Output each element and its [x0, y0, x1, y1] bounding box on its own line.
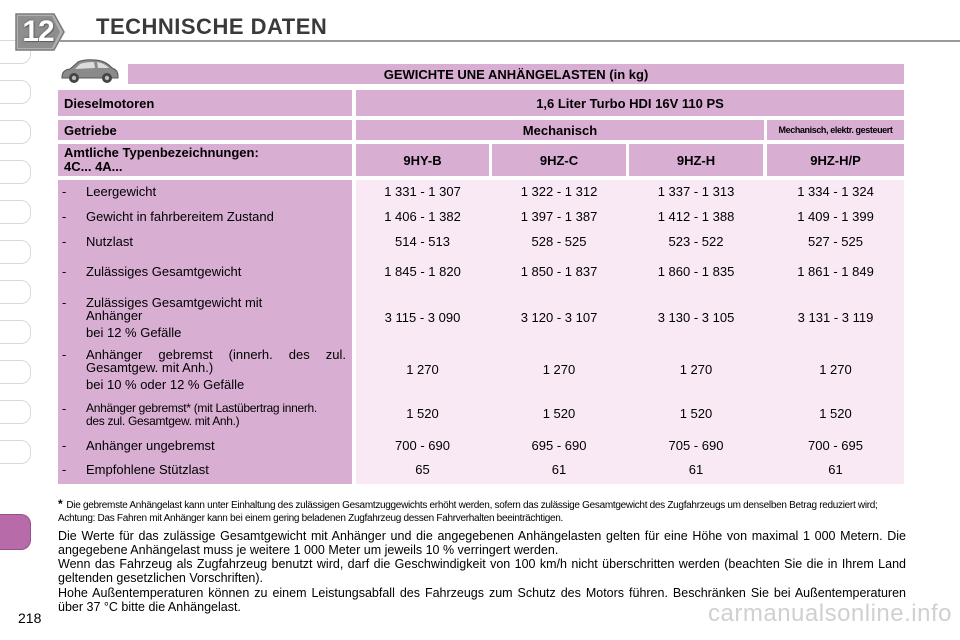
- section-title: GEWICHTE UNE ANHÄNGELASTEN (in kg): [128, 64, 904, 84]
- page-title: TECHNISCHE DATEN: [96, 14, 328, 39]
- gearbox-label: Getriebe: [58, 120, 352, 140]
- table-cell: 61: [551, 462, 567, 477]
- type-column-header: 9HY-B: [356, 144, 489, 176]
- table-cell: 1 337 - 1 313: [657, 184, 735, 199]
- engine-value: 1,6 Liter Turbo HDI 16V 110 PS: [356, 90, 904, 116]
- body-paragraph: Die Werte für das zulässige Gesamtgewicht mit Anhänger und die angegebenen Anhängelasten gelten für eine Höhe von maximal 1 000 Metern. Die angegebene Anhängelast muss je weitere 1 000 Meter um jeweils 10 % verringert werden.: [58, 529, 906, 557]
- table-cell: 1 861 - 1 849: [797, 264, 874, 279]
- chapter-number: 12: [22, 15, 54, 48]
- chapter-tab[interactable]: [0, 280, 31, 304]
- table-cell: 65: [415, 462, 430, 477]
- table-cell: 1 270: [679, 362, 713, 377]
- table-row-label: - Empfohlene Stützlast: [62, 462, 209, 477]
- chapter-tab[interactable]: [0, 440, 31, 464]
- table-cell: 527 - 525: [808, 234, 863, 249]
- type-label: [58, 144, 352, 176]
- body-paragraph: Wenn das Fahrzeug als Zugfahrzeug benutzt wird, darf die Geschwindigkeit von 100 km/h nicht überschritten werden (beachten Sie die in Ihrem Land geltenden gesetzlichen Vorschriften).: [58, 557, 906, 585]
- chapter-tab[interactable]: [0, 120, 31, 144]
- table-row-label: - Anhänger gebremst (innerh. des zul. Gesamtgew. mit Anh.) bei 10 % oder 12 % Gefälle: [62, 347, 346, 392]
- type-label-line1: Amtliche Typenbezeichnungen:: [64, 145, 259, 160]
- footnote-text: Die gebremste Anhängelast kann unter Einhaltung des zulässigen Gesamtzuggewichts erhöht werden, sofern das zulässige Gesamtgewicht des Zugfahrzeugs um denselben Betrag reduziert wird; Achtung: Das Fahren mit Anhänger kann bei einem gering beladenen Zugfahrzeug dessen Fahrverhalten beeinträchtigen.: [58, 500, 878, 524]
- engine-label: Dieselmotoren: [58, 90, 352, 116]
- table-cell: 1 850 - 1 837: [520, 264, 598, 279]
- table-cell: 1 412 - 1 388: [657, 209, 735, 224]
- footnote-star: *: [58, 497, 63, 511]
- table-row-label: - Anhänger ungebremst: [62, 438, 215, 453]
- table-cell: 1 270: [406, 362, 439, 377]
- chapter-tab[interactable]: [0, 360, 31, 384]
- header-rule: [60, 40, 960, 42]
- chapter-tab[interactable]: [0, 200, 31, 224]
- table-cell: 1 334 - 1 324: [797, 184, 874, 199]
- table-cell: 1 409 - 1 399: [797, 209, 874, 224]
- type-column-header: 9HZ-H/P: [767, 144, 904, 176]
- table-cell: 61: [828, 462, 843, 477]
- type-column-header: 9HZ-H: [629, 144, 763, 176]
- table-cell: 1 845 - 1 820: [384, 264, 461, 279]
- chapter-tabs: [0, 40, 36, 600]
- type-label-line2: 4C... 4A...: [64, 159, 123, 174]
- type-column-header: 9HZ-C: [492, 144, 626, 176]
- table-cell: 695 - 690: [531, 438, 587, 453]
- chapter-tab[interactable]: [0, 320, 31, 344]
- gearbox-manual: Mechanisch: [356, 120, 764, 140]
- table-cell: 1 520: [406, 406, 439, 421]
- table-cell: 705 - 690: [668, 438, 724, 453]
- chapter-tab[interactable]: [0, 240, 31, 264]
- table-cell: 3 120 - 3 107: [520, 310, 598, 325]
- table-row-label: - Zulässiges Gesamtgewicht mit Anhänger bei 12 % Gefälle: [62, 295, 263, 340]
- table-cell: 3 130 - 3 105: [657, 310, 735, 325]
- table-cell: 523 - 522: [668, 234, 724, 249]
- body-paragraph: Hohe Außentemperaturen können zu einem Leistungsabfall des Fahrzeugs zum Schutz des Motors führen. Beschränken Sie bei Außentemperaturen über 37 °C bitte die Anhängelast.: [58, 586, 906, 614]
- table-row-label: - Zulässiges Gesamtgewicht: [62, 264, 242, 279]
- table-row-label: - Anhänger gebremst* (mit Lastübertrag innerh. des zul. Gesamtgew. mit Anh.): [62, 401, 317, 428]
- table-cell: 700 - 690: [395, 438, 450, 453]
- table-cell: 1 322 - 1 312: [520, 184, 598, 199]
- table-cell: 1 520: [819, 406, 852, 421]
- table-cell: 1 397 - 1 387: [520, 209, 598, 224]
- chapter-tab[interactable]: [0, 160, 31, 184]
- footnote: [58, 498, 908, 525]
- chapter-tab-active[interactable]: [0, 514, 31, 550]
- table-row-label: - Nutzlast: [62, 234, 133, 249]
- table-cell: 3 131 - 3 119: [797, 310, 874, 325]
- table-cell: 3 115 - 3 090: [384, 310, 461, 325]
- table-cell: 1 520: [679, 406, 713, 421]
- table-cell: 1 406 - 1 382: [384, 209, 461, 224]
- table-cell: 1 270: [542, 362, 576, 377]
- table-cell: 700 - 695: [808, 438, 863, 453]
- chapter-badge-icon: [10, 8, 66, 56]
- gearbox-auto: Mechanisch, elektr. gesteuert: [767, 120, 904, 140]
- table-cell: 1 860 - 1 835: [657, 264, 735, 279]
- chapter-tab[interactable]: [0, 400, 31, 424]
- table-row-label: - Leergewicht: [62, 184, 157, 199]
- page-number: 218: [18, 610, 42, 626]
- table-cell: 528 - 525: [531, 234, 587, 249]
- table-cell: 514 - 513: [395, 234, 450, 249]
- chapter-tab[interactable]: [0, 80, 31, 104]
- table-cell: 1 331 - 1 307: [384, 184, 461, 199]
- car-icon: [58, 57, 122, 85]
- table-row-label: - Gewicht in fahrbereitem Zustand: [62, 209, 274, 224]
- table-cell: 1 520: [542, 406, 576, 421]
- table-cell: 1 270: [819, 362, 852, 377]
- watermark: carmanualsonline.info: [708, 600, 952, 627]
- table-cell: 61: [688, 462, 704, 477]
